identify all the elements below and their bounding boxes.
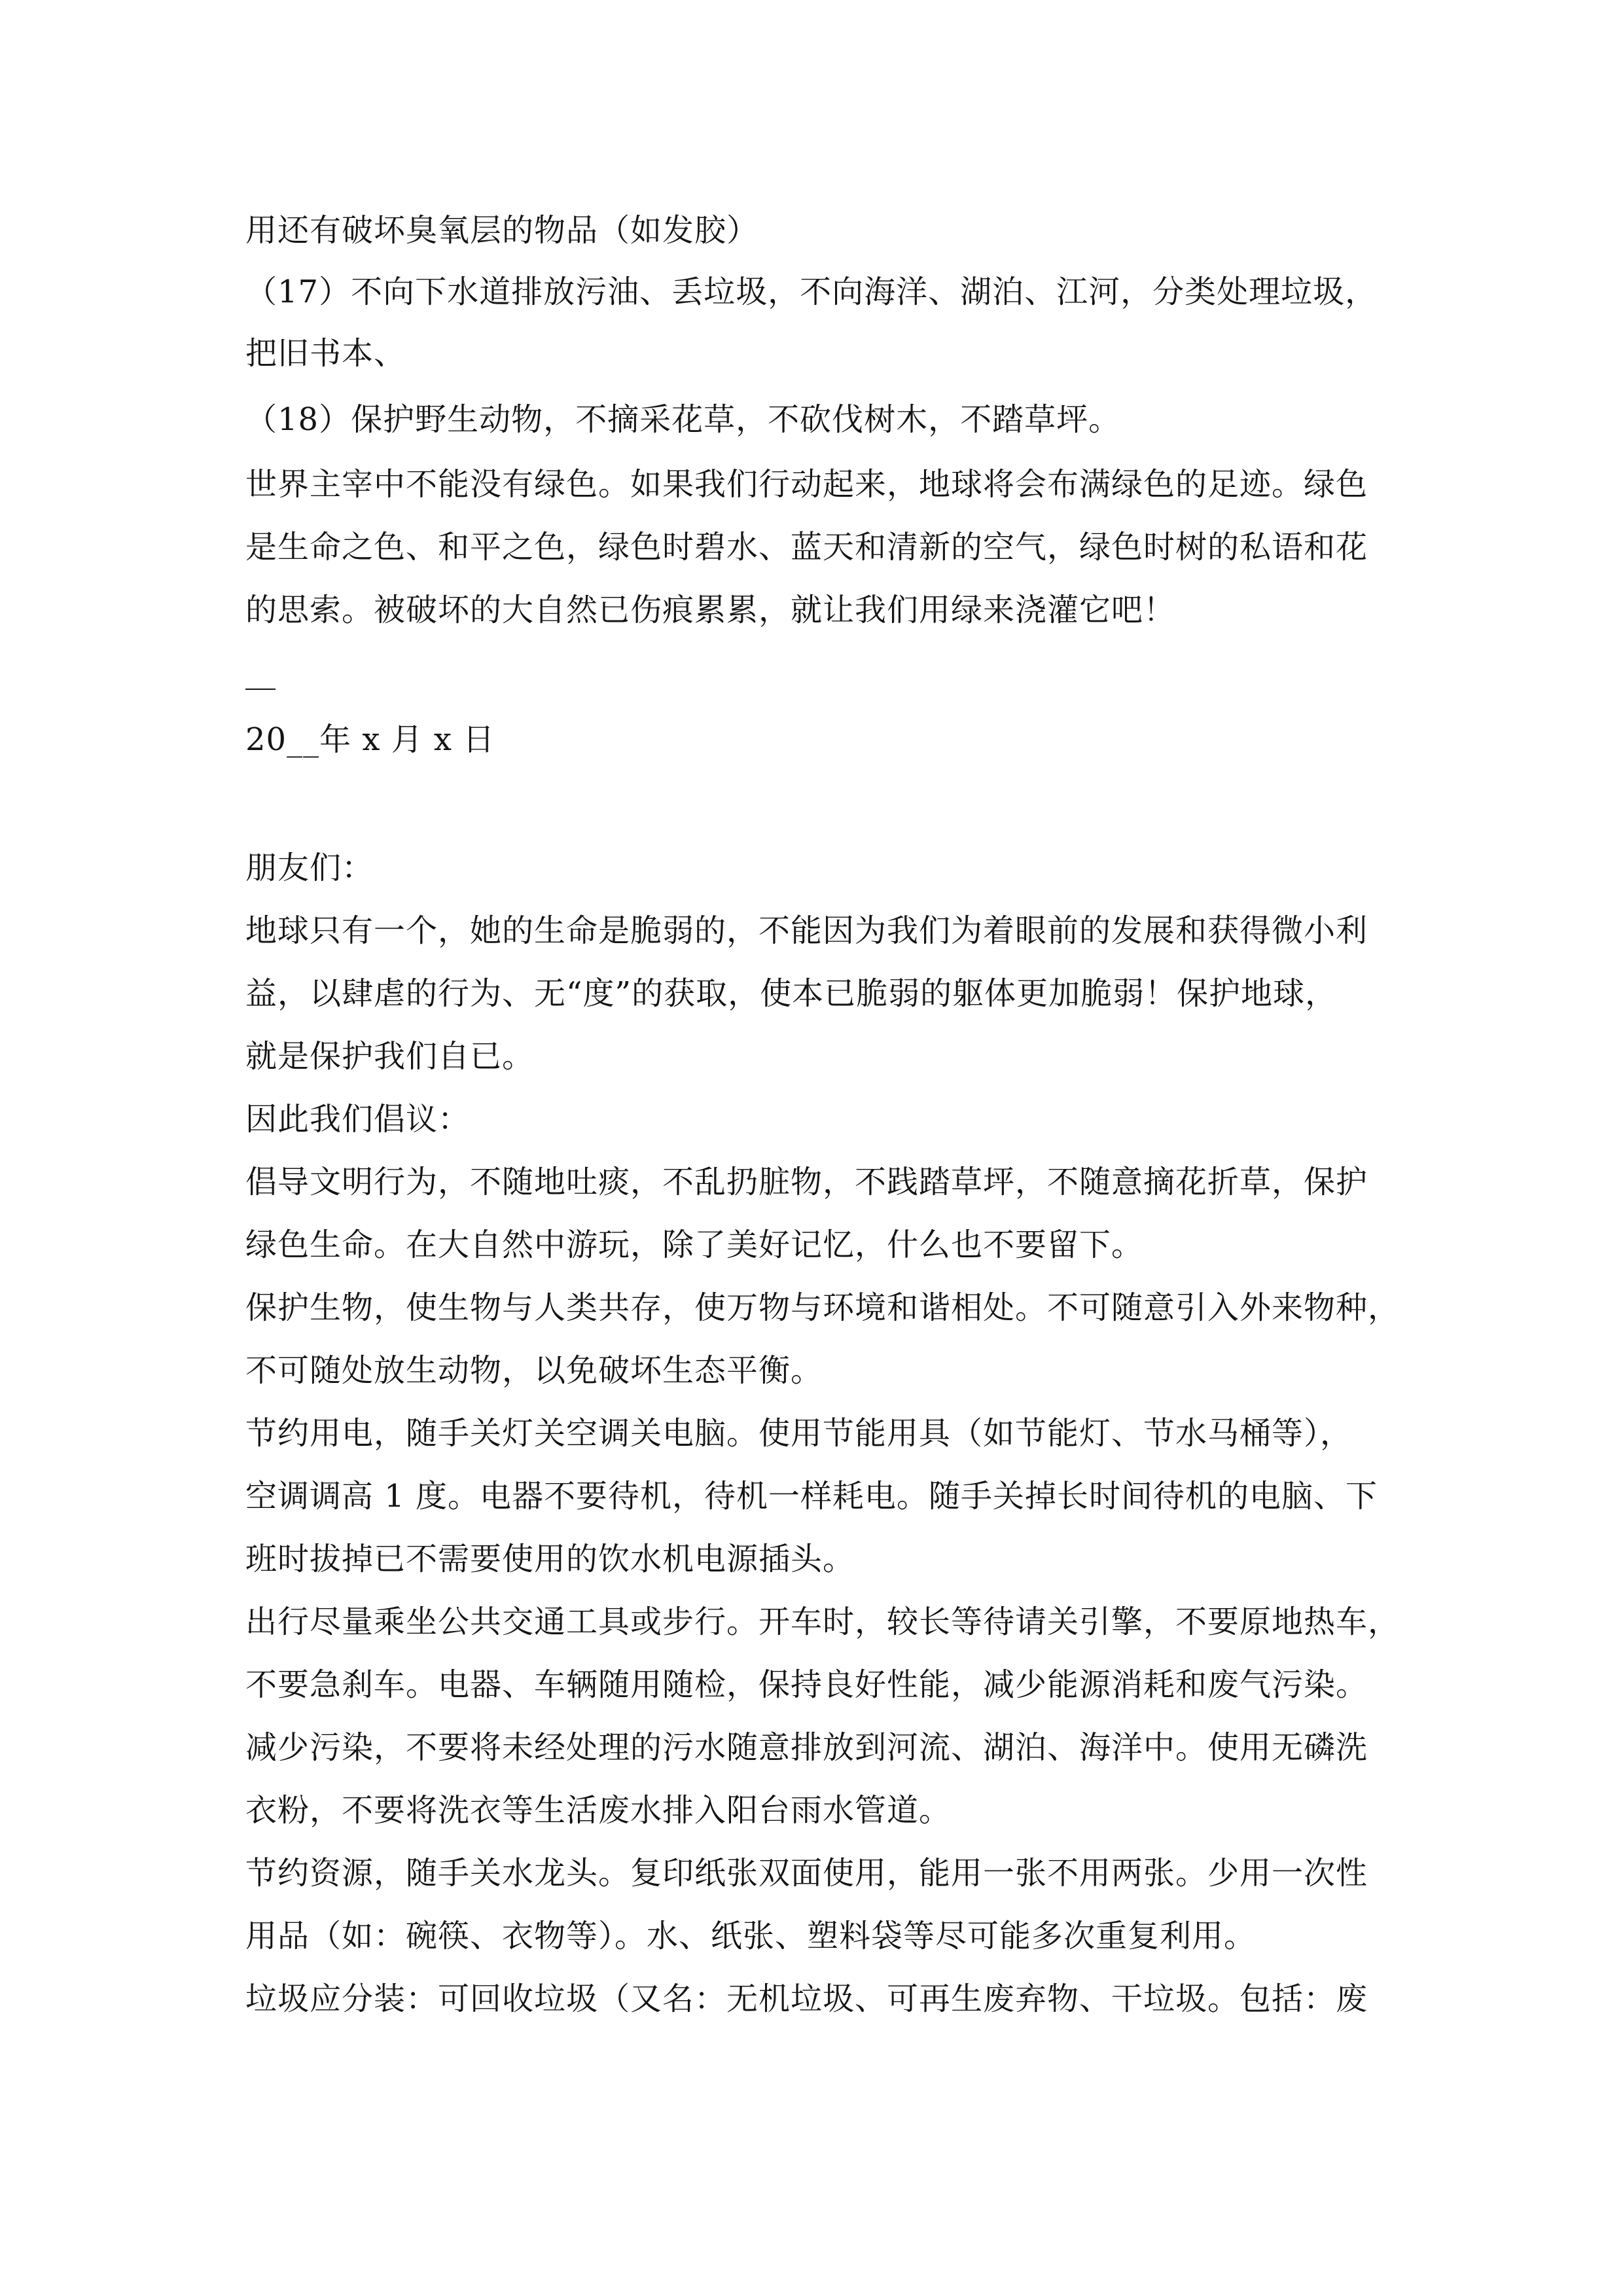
text-line: 出行尽量乘坐公共交通工具或步行。开车时，较长等待请关引擎，不要原地热车， — [245, 1604, 1400, 1640]
text-line: 倡导文明行为，不随地吐痰，不乱扔脏物，不践踏草坪，不随意摘花折草，保护 — [245, 1164, 1368, 1200]
text-line: 益，以肆虐的行为、无“度”的获取，使本已脆弱的躯体更加脆弱！保护地球， — [245, 975, 1338, 1012]
text-line: 世界主宰中不能没有绿色。如果我们行动起来，地球将会布满绿色的足迹。绿色 — [245, 466, 1368, 503]
text-line: （18）保护野生动物，不摘采花草，不砍伐树木，不踏草坪。 — [245, 401, 1121, 438]
text-line: 节约用电，随手关灯关空调关电脑。使用节能用具（如节能灯、节水马桶等）， — [245, 1415, 1353, 1452]
date-line: 20__年 x 月 x 日 — [245, 721, 495, 758]
salutation: 朋友们： — [245, 850, 374, 886]
text-line: 用品（如：碗筷、衣物等）。水、纸张、塑料袋等尽可能多次重复利用。 — [245, 1918, 1257, 1954]
text-line: 节约资源，随手关水龙头。复印纸张双面使用，能用一张不用两张。少用一次性 — [245, 1855, 1368, 1892]
text-line: 保护生物，使生物与人类共存，使万物与环境和谐相处。不可随意引入外来物种， — [245, 1289, 1400, 1326]
text-line: 不可随处放生动物，以免破坏生态平衡。 — [245, 1352, 823, 1389]
text-line: （17）不向下水道排放污油、丢垃圾，不向海洋、湖泊、江河，分类处理垃圾， — [245, 274, 1378, 310]
text-line: 衣粉，不要将洗衣等生活废水排入阳台雨水管道。 — [245, 1792, 952, 1829]
text-line: 空调调高 1 度。电器不要待机，待机一样耗电。随手关掉长时间待机的电脑、下 — [245, 1478, 1378, 1515]
text-line: 是生命之色、和平之色，绿色时碧水、蓝天和清新的空气，绿色时树的私语和花 — [245, 529, 1368, 565]
text-line: 班时拔掉已不需要使用的饮水机电源插头。 — [245, 1541, 855, 1577]
text-line: 地球只有一个，她的生命是脆弱的，不能因为我们为着眼前的发展和获得微小利 — [245, 912, 1368, 949]
text-line: 的思索。被破坏的大自然已伤痕累累，就让我们用绿来浇灌它吧！ — [245, 592, 1176, 628]
text-line: 绿色生命。在大自然中游玩，除了美好记忆，什么也不要留下。 — [245, 1227, 1144, 1263]
text-line: 垃圾应分装：可回收垃圾（又名：无机垃圾、可再生废弃物、干垃圾。包括：废 — [245, 1981, 1368, 2017]
text-line: 就是保护我们自已。 — [245, 1038, 535, 1075]
signature-blank-line — [245, 689, 276, 690]
text-line: 把旧书本、 — [245, 335, 406, 372]
text-line: 减少污染，不要将未经处理的污水随意排放到河流、湖泊、海洋中。使用无磷洗 — [245, 1729, 1368, 1766]
text-line: 不要急刹车。电器、车辆随用随检，保持良好性能，减少能源消耗和废气污染。 — [245, 1666, 1368, 1703]
text-line: 用还有破坏臭氧层的物品（如发胶） — [245, 212, 759, 249]
text-line: 因此我们倡议： — [245, 1101, 471, 1138]
